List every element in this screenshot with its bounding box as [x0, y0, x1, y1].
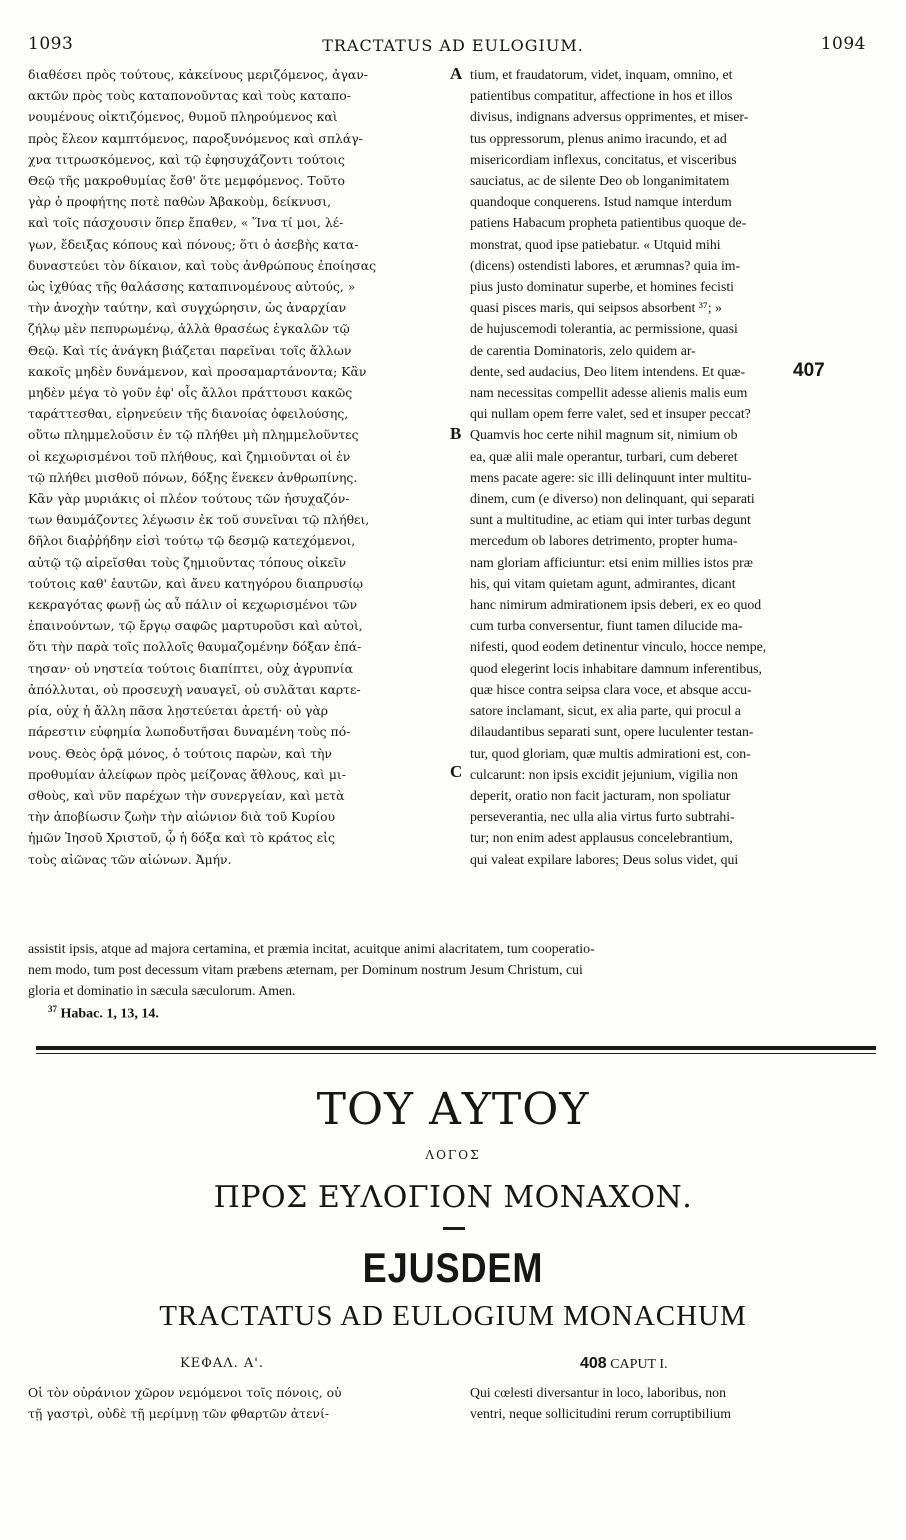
- latin-subtitle: TRACTATUS AD EULOGIUM MONACHUM: [159, 1300, 747, 1332]
- greek-text-line: καὶ τοῖς πάσχουσιν ὅπερ ἔπαθεν, « Ἵνα τί μοι, λέ-: [28, 215, 344, 231]
- section-rule-thick: [36, 1046, 876, 1050]
- greek-logos-label: ΛΟΓΟΣ: [425, 1148, 481, 1162]
- latin-text-line: divisus, indignans adversus opprimentes, et miser-: [470, 109, 749, 125]
- latin-text-line: tur; non enim adest applausus concelebrantium,: [470, 830, 733, 846]
- margin-letter-b: B: [450, 424, 462, 443]
- greek-chapter-heading: ΚΕΦΑΛ. Α'.: [180, 1356, 264, 1371]
- latin-column: [470, 64, 870, 870]
- latin-text-line: dinem, cum (e diverso) non delinquant, qui separati: [470, 491, 755, 507]
- greek-text-line: Θεῷ τῆς μακροθυμίας ἔσθ' ὅτε μεμφόμενος. Τοῦτο: [28, 173, 345, 189]
- greek-text-line: τούτοις καθ' ἑαυτῶν, καὶ ἄνευ κατηγόρου διαπρυσίῳ: [28, 575, 363, 591]
- full-width-conclusion: [28, 938, 878, 1001]
- page-number-left: 1093: [28, 34, 74, 54]
- latin-text-line: monstrat, quod ipse patiebatur. « Utquid mihi: [470, 236, 721, 252]
- footnote-mark: 37: [48, 1004, 57, 1014]
- greek-text-line: Θεῷ. Καὶ τίς ἀνάγκη βιάζεται παρεῖναι τοῖς ἄλλων: [28, 342, 352, 358]
- latin-text-line: mercedum ob labores detrimento, propter huma-: [470, 533, 738, 549]
- latin-text-line: nam gloriam afficiuntur: etsi enim millies istos præ: [470, 554, 753, 570]
- greek-text-line: ζήλῳ μὲν πεπυρωμένῳ, ἀλλὰ θρασέως ἐγκαλῶν τῷ: [28, 321, 350, 337]
- latin-text-line: patientibus compatitur, affectione in hos et illos: [470, 88, 733, 104]
- latin-main-title: EJUSDEM: [362, 1244, 544, 1291]
- latin-text-line: patiens Habacum propheta patientibus quoque de-: [470, 215, 747, 231]
- greek-opening-text: [28, 1382, 448, 1424]
- latin-text-line: culcarunt: non ipsis excidit jejunium, vigilia non: [470, 766, 738, 782]
- greek-subtitle: ΠΡΟΣ ΕΥΛΟΓΙΟΝ ΜΟΝΑΧΟΝ.: [213, 1180, 693, 1215]
- latin-text-line: quandoque conquerens. Istud namque interdum: [470, 194, 732, 210]
- latin-text-line: pius justo dominatur superbe, et homines fecisti: [470, 279, 735, 295]
- latin-text-line: nam necessitas compellit adesse alienis malis eum: [470, 385, 748, 401]
- latin-opening-text: [470, 1382, 870, 1424]
- column-number-408: 408: [580, 1355, 607, 1372]
- greek-text-line: κεκραγότας φωνῇ ὡς αὖ πάλιν οἱ κεχωρισμένοι τῶν: [28, 597, 358, 613]
- greek-text-line: χνα τιτρωσκόμενος, καὶ τῷ ἐφησυχάζοντι τούτοις: [28, 151, 345, 167]
- greek-text-line: Κἂν γὰρ μυριάκις οἱ πλέον τούτους τῶν ἡσυχαζόν-: [28, 491, 350, 507]
- latin-text-line: Quamvis hoc certe nihil magnum sit, nimium ob: [470, 427, 738, 443]
- latin-text-line: quasi pisces maris, qui seipsos absorbent ³⁷; »: [470, 300, 722, 316]
- latin-text-line: tur, quod gloriam, quæ multis admirationi est, con-: [470, 745, 751, 761]
- latin-text-line: dente, sed audacius, Deo litem intendens. Et quæ-: [470, 363, 746, 379]
- latin-text-line: (dicens) ostendisti labores, et ærumnas? quia im-: [470, 257, 741, 273]
- conclusion-text-line: assistit ipsis, atque ad majora certamina, et præmia incitat, acuitque animi alacritatem, tum cooperatio-: [28, 941, 595, 956]
- latin-text-line: his, qui vitam quietam agunt, admirantes, dicant: [470, 575, 736, 591]
- greek-text-line: τὴν ἀποβίωσιν ζωὴν τὴν αἰώνιον διὰ τοῦ Κυρίου: [28, 809, 336, 825]
- greek-text-line: δυναστεύει τὸν δίκαιον, καὶ τοὺς ἀνθρώπους ἐποίησας: [28, 257, 377, 273]
- greek-text-line: ἀπόλλυται, οὐ προσευχὴ ναυαγεῖ, οὐ συλᾶται καρτε-: [28, 681, 361, 697]
- latin-text-line: de hujuscemodi tolerantia, ac permissione, quasi: [470, 321, 738, 337]
- greek-text-line: ἐπαινούντων, τῷ ἔργῳ σαφῶς μαρτυροῦσι καὶ αὐτοὶ,: [28, 618, 363, 634]
- greek-text-line: γὰρ ὁ προφήτης ποτὲ παθὼν Ἀβακοὺμ, δείκνυσι,: [28, 194, 332, 210]
- latin-text-line: deperit, oratio non facit jacturam, non spoliatur: [470, 787, 731, 803]
- title-divider: [443, 1227, 465, 1230]
- footnote: [48, 1004, 159, 1023]
- greek-text-line: των θαυμάζοντες λέγωσιν ἐκ τοῦ συνεῖναι τῷ πλήθει,: [28, 512, 370, 528]
- greek-text-line: ἡμῶν Ἰησοῦ Χριστοῦ, ᾧ ἡ δόξα καὶ τὸ κράτος εἰς: [28, 830, 335, 846]
- greek-text-line: αὐτῷ τῷ αἱρεῖσθαι τοὺς ζημιοῦντας τόπους οἰκεῖν: [28, 554, 347, 570]
- latin-chapter-heading: [580, 1355, 668, 1373]
- running-title: TRACTATUS AD EULOGIUM.: [322, 36, 584, 55]
- greek-text-line: δῆλοι διαῤῥήδην εἰσὶ τούτῳ τῷ δεσμῷ κατεχόμενοι,: [28, 533, 356, 549]
- greek-text-line: οἱ κεχωρισμένοι τοῦ πλήθους, καὶ ζημιοῦνται οἱ ἐν: [28, 448, 351, 464]
- greek-text-line: οὕτω πλημμελοῦσιν ἐν τῷ πλήθει μὴ πλημμελοῦντες: [28, 427, 359, 443]
- column-number-407: 407: [790, 360, 828, 382]
- latin-text-line: qui valeat expilare labores; Deus solus videt, qui: [470, 851, 739, 867]
- greek-text-line: μηδὲν μέγα τὸ γοῦν ἐφ' οἷς ἄλλοι πράττουσι κακῶς: [28, 385, 353, 401]
- conclusion-text-line: gloria et dominatio in sæcula sæculorum. Amen.: [28, 983, 296, 998]
- latin-text-line: cum turba conversentur, fiunt tamen dilucide ma-: [470, 618, 743, 634]
- latin-text-line: qui nullam opem ferre valet, sed et insuper peccat?: [470, 406, 751, 422]
- latin-opening-line: ventri, neque sollicitudini rerum corruptibilium: [470, 1406, 731, 1421]
- latin-text-line: tus oppressorum, plenus animo iracundo, et ad: [470, 130, 727, 146]
- greek-text-line: νους. Θεὸς ὁρᾷ μόνος, ὁ τούτοις παρὼν, καὶ τὴν: [28, 745, 332, 761]
- greek-column: [28, 64, 448, 870]
- latin-text-line: quæ hisce contra seipsa clara voce, et absque accu-: [470, 681, 752, 697]
- latin-text-line: quod elegerint locis inhabitare damnum inferentibus,: [470, 660, 762, 676]
- caput-label: CAPUT I.: [610, 1357, 668, 1372]
- greek-text-line: τησαν· οὐ νηστεία τούτοις διαπίπτει, οὐχ ἀγρυπνία: [28, 660, 353, 676]
- latin-opening-line: Qui cœlesti diversantur in loco, laboribus, non: [470, 1385, 726, 1400]
- greek-text-line: τὴν ἀνοχὴν ταύτην, καὶ συγχώρησιν, ὡς ἀναρχίαν: [28, 300, 347, 316]
- page-number-right: 1094: [820, 34, 866, 54]
- greek-text-line: τοὺς αἰῶνας τῶν αἰώνων. Ἀμήν.: [28, 851, 232, 867]
- greek-text-line: νουμένους οἰκτιζόμενος, θυμοῦ πληρούμενος καὶ: [28, 109, 338, 125]
- latin-text-line: sunt a multitudine, ac etiam qui inter turbas degunt: [470, 512, 751, 528]
- greek-text-line: ρία, οὐχ ἡ ἄλλη πᾶσα λῃστεύεται ἀρετή· οὐ γὰρ: [28, 703, 329, 719]
- greek-text-line: ταράττεσθαι, εἰρηνεύειν τῆς διανοίας ὀφειλούσης,: [28, 406, 349, 422]
- section-rule-thin: [36, 1053, 876, 1054]
- greek-text-line: πρὸς ἔλεον καμπτόμενος, παροξυνόμενος καὶ σπλάγ-: [28, 130, 363, 146]
- latin-text-line: mens pacate agere: sic illi delinquunt inter multitu-: [470, 469, 752, 485]
- footnote-text: Habac. 1, 13, 14.: [60, 1006, 159, 1022]
- greek-text-line: σθοὺς, καὶ νῦν παρέχων τὴν συνεργείαν, καὶ μετὰ: [28, 787, 345, 803]
- greek-text-line: ὡς ἰχθύας τῆς θαλάσσης καταπινομένους αὐτούς, »: [28, 279, 356, 295]
- latin-text-line: tium, et fraudatorum, videt, inquam, omnino, et: [470, 67, 733, 82]
- greek-text-line: ὅτι τὴν παρὰ τοῖς πολλοῖς θαυμαζομένην δόξαν ἐπά-: [28, 639, 362, 655]
- latin-text-line: sauciatus, ac de silente Deo ob longanimitatem: [470, 173, 730, 189]
- greek-text-line: γων, ἔδειξας κόπους καὶ πόνους; ὅτι ὁ ἀσεβὴς κατα-: [28, 236, 359, 252]
- greek-text-line: πάρεστιν εὐφημία λωποδυτῆσαι δυναμένη τοὺς πό-: [28, 724, 351, 740]
- margin-letter-c: C: [450, 762, 463, 781]
- greek-text-line: ακτῶν πρὸς τοὺς καταπονοῦντας καὶ τοὺς καταπο-: [28, 88, 351, 104]
- latin-text-line: perseverantia, nec ulla alia virtus furto subtrahi-: [470, 809, 735, 825]
- latin-text-line: misericordiam inflexus, concitatus, et visceribus: [470, 151, 737, 167]
- latin-text-line: dilaudantibus separati sunt, opere luculenter testan-: [470, 724, 754, 740]
- latin-text-line: hanc nimirum admirationem ipsis deberi, ex eo quod: [470, 597, 762, 613]
- greek-text-line: κακοῖς μηδὲν δυνάμενον, καὶ προσαμαρτάνοντα; Κἂν: [28, 363, 367, 379]
- greek-text-line: προθυμίαν ἀλείφων πρὸς μείζονας ἄθλους, καὶ μι-: [28, 766, 346, 782]
- latin-text-line: satore inclamant, sicut, ex alia parte, qui procul a: [470, 703, 741, 719]
- greek-text-line: τῷ πλήθει μισθοῦ πόνων, δόξης ἕνεκεν ἀνθρωπίνης.: [28, 469, 358, 485]
- latin-text-line: nifesti, quod eodem detinentur vinculo, hocce nempe,: [470, 639, 767, 655]
- latin-text-line: ea, quæ alii male operantur, turbari, cum deberet: [470, 448, 738, 464]
- greek-opening-line: Οἱ τὸν οὐράνιον χῶρον νεμόμενοι τοῖς πόνοις, οὐ: [28, 1385, 342, 1400]
- conclusion-text-line: nem modo, tum post decessum vitam præbens æternam, per Dominum nostrum Jesum Christum, cui: [28, 962, 583, 977]
- greek-opening-line: τῇ γαστρὶ, οὐδὲ τῇ μερίμνῃ τῶν φθαρτῶν ἀτενί-: [28, 1406, 330, 1421]
- latin-text-line: de carentia Dominatoris, zelo quidem ar-: [470, 342, 696, 358]
- greek-text-line: διαθέσει πρὸς τούτους, κἀκείνους μεριζόμενος, ἀγαν-: [28, 67, 368, 82]
- greek-main-title: ΤΟΥ ΑΥΤΟΥ: [316, 1084, 590, 1135]
- margin-letter-a: A: [450, 64, 463, 83]
